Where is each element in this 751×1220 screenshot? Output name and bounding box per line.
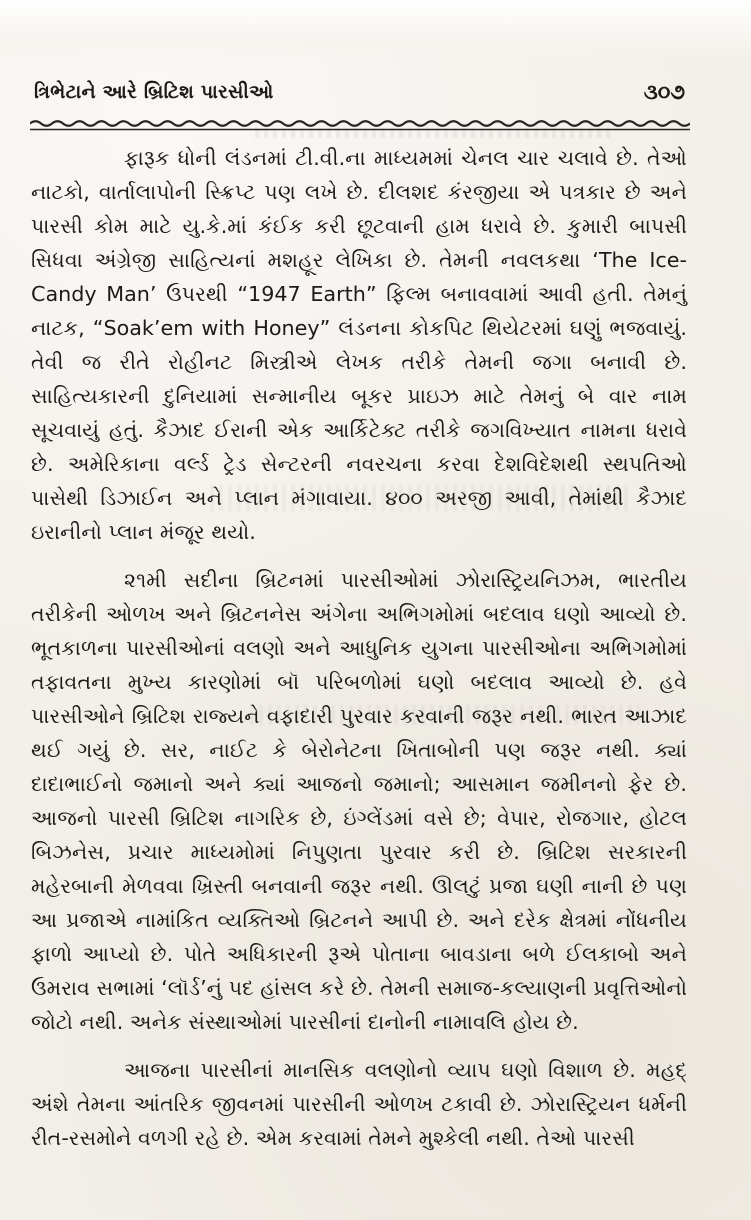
running-head (34, 81, 685, 113)
paragraph-2: ૨૧મી સદીના બ્રિટનમાં પારસીઓમાં ઝોરાસ્ટ્રિયનિઝમ, ભારતીય તરીકેની ઓળખ અને બ્રિટનનેસ અંગેના અભિગમોમાં બદલાવ ઘણો આવ્યો છે. ભૂતકાળના પારસીઓનાં વલણો અને આધુનિક યુગના પારસીઓના અભિગમોમાં તફાવતના મુખ્ય કારણોમાં બૉ પરિબળોમાં ઘણો બદલાવ આવ્યો છે. હવે પારસીઓને બ્રિટિશ રાજ્યને વફાદારી પુરવાર કરવાની જરૂર નથી. ભારત આઝાદ થઈ ગયું છે. સર, નાઈટ કે બેરોનેટના ખિતાબોની પણ જરૂર નથી. ક્યાં દાદાભાઈનો જમાનો અને ક્યાં આજનો જમાનો; આસમાન જમીનનો ફેર છે. આજનો પારસી બ્રિટિશ નાગરિક છે, ઇંગ્લેંડમાં વસે છે; વેપાર, રોજગાર, હોટલ બિઝનેસ, પ્રચાર માધ્યમોમાં નિપુણતા પુરવાર કરી છે. બ્રિટિશ સરકારની મહેરબાની મેળવવા ખ્રિસ્તી બનવાની જરૂર નથી. ઊલટું પ્રજા ઘણી નાની છે પણ આ પ્રજાએ નામાંકિત વ્યક્તિઓ બ્રિટનને આપી છે. અને દરેક ક્ષેત્રમાં નોંધનીય ફાળો આપ્યો છે. પોતે અધિકારની રૂએ પોતાના બાવડાના બળે ઈલકાબો અને ઉમરાવ સભામાં ‘લૉર્ડ’નું પદ હાંસલ કરે છે. તેમની સમાજ-કલ્યાણની પ્રવૃત્તિઓનો જોટો નથી. અનેક સંસ્થાઓમાં પારસીનાં દાનોની નામાવલિ હોય છે. (31, 568, 687, 1034)
page-top-edge (0, 0, 751, 58)
header-rule-graphic (30, 118, 690, 132)
page-number: ૩૦૭ (643, 80, 685, 104)
paragraph-1: ફારૂક ધોની લંડનમાં ટી.વી.ના માધ્યમમાં ચેનલ ચાર ચલાવે છે. તેઓ નાટકો, વાર્તાલાપોની સ્ક્રિપ્ટ પણ લખે છે. દીલશદ કંરજીયા એ પત્રકાર છે અને પારસી કોમ માટે યુ.કે.માં કંઈક કરી છૂટવાની હામ ધરાવે છે. કુમારી બાપસી સિધવા અંગ્રેજી સાહિત્યનાં મશહૂર લેખિકા છે. તેમની નવલકથા ‘The Ice-Candy Man’ ઉપરથી “1947 Earth” ફિલ્મ બનાવવામાં આવી હતી. તેમનું નાટક, “Soak’em with Honey” લંડનના કોકપિટ થિયેટરમાં ઘણું ભજવાયું. તેવી જ રીતે રોહીનટ મિસ્ત્રીએ લેખક તરીકે તેમની જગા બનાવી છે. સાહિત્યકારની દુનિયામાં સન્માનીય બૂકર પ્રાઇઝ માટે તેમનું બે વાર નામ સૂચવાયું હતું. કૈઝાદ ઈરાની એક આર્કિટેક્ટ તરીકે જગવિખ્યાત નામના ધરાવે છે. અમેરિકાના વર્લ્ડ ટ્રેડ સેન્ટરની નવરચના કરવા દેશવિદેશથી સ્થપતિઓ પાસેથી ડિઝાઈન અને પ્લાન મંગાવાયા. ૪૦૦ અરજી આવી, તેમાંથી કૈઝાદ ઇરાનીનો પ્લાન મંજૂર થયો. (31, 146, 687, 544)
page-body (31, 141, 687, 1155)
paragraph-3: આજના પારસીનાં માનસિક વલણોનો વ્યાપ ઘણો વિશાળ છે. મહદ્ અંશે તેમના આંતરિક જીવનમાં પારસીની ઓળખ ટકાવી છે. ઝોરાસ્ટ્રિયન ધર્મની રીત-રસમોને વળગી રહે છે. એમ કરવામાં તેમને મુશ્કેલી નથી. તેઓ પારસી (31, 1058, 687, 1150)
running-title: ત્રિભેટાને આરે બ્રિટિશ પારસીઓ (34, 81, 274, 103)
header-rule (30, 118, 690, 132)
